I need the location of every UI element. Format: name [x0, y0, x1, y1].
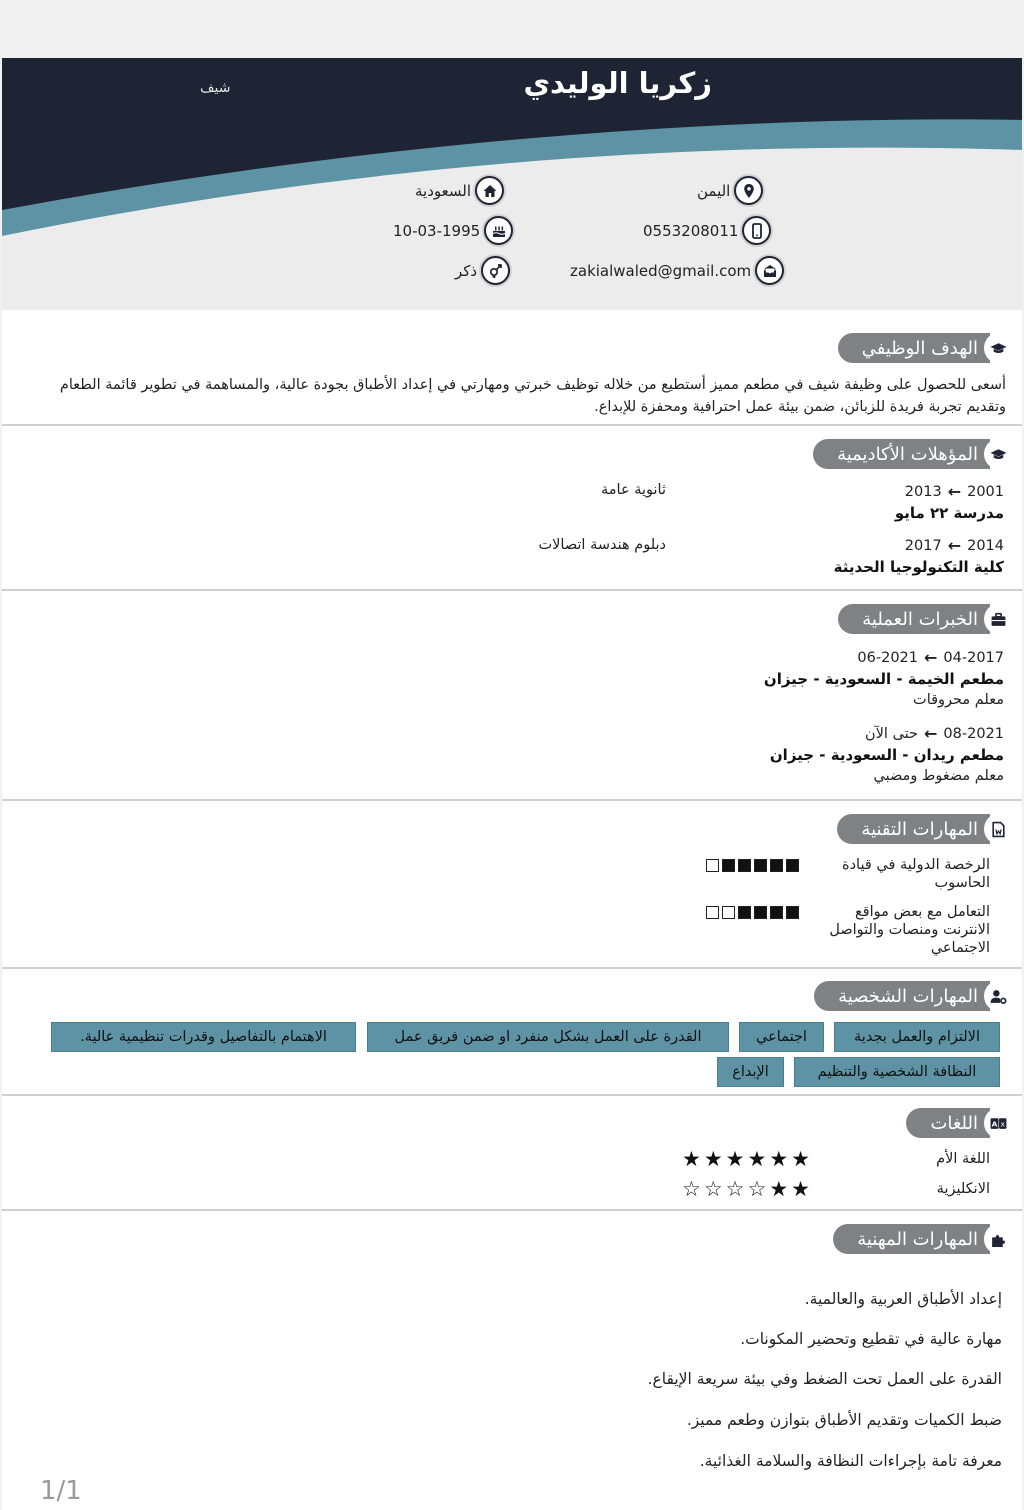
- cv-sheet: [2, 58, 1022, 1510]
- arrow-left-icon: ←: [924, 648, 938, 667]
- cv-header: [2, 58, 1022, 310]
- level-square-filled: [786, 859, 799, 872]
- level-square-filled: [722, 859, 735, 872]
- arrow-left-icon: ←: [947, 536, 962, 555]
- experience-2-employer: مطعم ريدان - السعودية - جيزان: [769, 746, 1004, 764]
- level-square-empty: [706, 906, 719, 919]
- education-2-institution: كلية التكنولوجيا الحديثة: [833, 558, 1004, 576]
- section-professional-skills-title: المهارات المهنية: [833, 1224, 990, 1254]
- section-experience-header: [838, 603, 1012, 635]
- document-icon: [984, 814, 1012, 844]
- section-education-title: المؤهلات الأكاديمية: [813, 439, 990, 469]
- section-education-header: [813, 438, 1012, 470]
- contact-birthdate: [393, 216, 513, 245]
- education-1-start: 2001: [967, 483, 1004, 500]
- section-divider: [2, 589, 1022, 591]
- section-personal-skills-header: [814, 980, 1012, 1012]
- graduation-cap-icon: [984, 333, 1012, 363]
- page-indicator: 1/1: [40, 1476, 82, 1506]
- arrow-left-icon: ←: [924, 724, 938, 743]
- contact-phone: [643, 216, 771, 245]
- professional-skill-item: القدرة على العمل تحت الضغط وفي بيئة سريعة الإيقاع.: [647, 1370, 1002, 1388]
- experience-1-end: 06-2021: [857, 649, 918, 666]
- star-empty-icon: ☆: [725, 1177, 745, 1201]
- personal-skill-chip: القدرة على العمل بشكل منفرد او ضمن فريق عمل: [367, 1022, 729, 1052]
- puzzle-icon: [984, 1224, 1012, 1254]
- star-empty-icon: ☆: [747, 1177, 767, 1201]
- section-divider: [2, 424, 1022, 426]
- professional-skill-item: ضبط الكميات وتقديم الأطباق بتوازن وطعم مميز.: [686, 1411, 1002, 1429]
- tech-skill-2-level: [706, 906, 799, 919]
- contact-residence: [415, 176, 504, 205]
- education-2-dates: [905, 536, 1004, 555]
- experience-1-dates: [857, 648, 1004, 667]
- star-filled-icon: ★: [725, 1147, 745, 1171]
- education-2-start: 2014: [967, 537, 1004, 554]
- experience-1-start: 04-2017: [943, 649, 1004, 666]
- professional-skill-item: مهارة عالية في تقطيع وتحضير المكونات.: [740, 1330, 1002, 1348]
- tech-skill-2-label-line: الاجتماعي: [930, 940, 990, 956]
- level-square-filled: [770, 906, 783, 919]
- education-2-end: 2017: [904, 537, 942, 554]
- section-tech-skills-header: [837, 813, 1012, 845]
- arrow-left-icon: ←: [947, 482, 962, 501]
- star-filled-icon: ★: [769, 1147, 789, 1171]
- phone-icon: [742, 216, 771, 245]
- section-languages-header: [906, 1107, 1012, 1139]
- star-filled-icon: ★: [682, 1147, 701, 1171]
- header-wave-background: [2, 58, 1022, 310]
- level-square-filled: [738, 906, 751, 919]
- tech-skill-2-label: [829, 903, 990, 957]
- personal-skill-chip: الاهتمام بالتفاصيل وقدرات تنظيمية عالية.: [51, 1022, 356, 1052]
- star-filled-icon: ★: [703, 1147, 723, 1171]
- language-2-name: الانكليزية: [936, 1181, 990, 1197]
- tech-skill-1-level: [706, 859, 799, 872]
- home-icon: [475, 176, 504, 205]
- experience-2-end: حتى الآن: [865, 725, 918, 742]
- location-pin-icon: [734, 176, 763, 205]
- contact-gender-value: ذكر: [455, 261, 478, 280]
- section-experience-title: الخبرات العملية: [838, 604, 990, 634]
- contact-birthdate-value: 10-03-1995: [393, 221, 481, 240]
- section-personal-skills-title: المهارات الشخصية: [814, 981, 990, 1011]
- section-objective-title: الهدف الوظيفي: [838, 333, 990, 363]
- education-1-dates: [905, 482, 1004, 501]
- education-1-institution: مدرسة ٢٢ مايو: [894, 504, 1004, 522]
- job-title: شيف: [200, 80, 231, 96]
- candidate-name: زكريا الوليدي: [523, 66, 712, 100]
- language-1-rating: [682, 1149, 810, 1170]
- user-gear-icon: [984, 981, 1012, 1011]
- education-1-end: 2013: [904, 483, 942, 500]
- experience-2-dates: [865, 724, 1004, 743]
- star-filled-icon: ★: [791, 1177, 810, 1201]
- contact-email: [570, 256, 784, 285]
- level-square-empty: [722, 906, 735, 919]
- tech-skill-1-label: [842, 856, 990, 892]
- level-square-empty: [706, 859, 719, 872]
- level-square-filled: [786, 906, 799, 919]
- objective-text: أسعى للحصول على وظيفة شيف في مطعم مميز أستطيع من خلاله توظيف خبرتي ومهارتي في إعداد الأطباق بجودة عالية، والمساهمة في تطوير قائمة الطعام وتقديم تجربة فريدة للزبائن، ضمن بيئة عمل احترافية ومحفزة للإبداع.: [59, 377, 1006, 415]
- section-divider: [2, 799, 1022, 801]
- language-1-name: اللغة الأم: [936, 1151, 990, 1167]
- contact-email-value: zakialwaled@gmail.com: [570, 261, 752, 280]
- education-2-degree: دبلوم هندسة اتصالات: [538, 537, 666, 553]
- contact-gender: [455, 256, 510, 285]
- section-languages-title: اللغات: [906, 1108, 990, 1138]
- experience-1-role: معلم محروقات: [913, 692, 1004, 708]
- tech-skill-1-label-line: الرخصة الدولية في قيادة: [841, 857, 990, 873]
- level-square-filled: [754, 906, 767, 919]
- star-filled-icon: ★: [769, 1177, 789, 1201]
- star-filled-icon: ★: [747, 1147, 767, 1171]
- star-filled-icon: ★: [791, 1147, 810, 1171]
- level-square-filled: [770, 859, 783, 872]
- tech-skill-2-label-line: الانترنت ومنصات والتواصل: [829, 922, 990, 938]
- personal-skill-chip: النظافة الشخصية والتنظيم: [794, 1057, 1000, 1087]
- section-objective-header: [838, 332, 1012, 364]
- gender-icon: [481, 256, 510, 285]
- level-square-filled: [738, 859, 751, 872]
- contact-residence-value: السعودية: [415, 181, 472, 200]
- contact-country-value: اليمن: [697, 181, 731, 200]
- svg-text:A: A: [991, 1119, 997, 1129]
- briefcase-icon: [984, 604, 1012, 634]
- personal-skill-chip: اجتماعي: [739, 1022, 824, 1052]
- contact-phone-value: 0553208011: [643, 221, 739, 240]
- tech-skill-2-label-line: التعامل مع بعض مواقع: [854, 904, 990, 920]
- svg-text:x: x: [1000, 1119, 1005, 1129]
- contact-country: [697, 176, 763, 205]
- section-divider: [2, 1094, 1022, 1096]
- experience-2-start: 08-2021: [943, 725, 1004, 742]
- personal-skill-chip: الإبداع: [717, 1057, 784, 1087]
- education-1-degree: ثانوية عامة: [600, 482, 666, 498]
- experience-2-role: معلم مضغوط ومضبي: [873, 768, 1004, 784]
- section-divider: [2, 1209, 1022, 1211]
- professional-skill-item: إعداد الأطباق العربية والعالمية.: [804, 1290, 1002, 1308]
- graduation-cap-icon: [984, 439, 1012, 469]
- language-2-rating: [682, 1179, 810, 1200]
- section-tech-skills-title: المهارات التقنية: [837, 814, 990, 844]
- section-divider: [2, 967, 1022, 969]
- tech-skill-1-label-line: الحاسوب: [934, 875, 990, 891]
- star-empty-icon: ☆: [703, 1177, 723, 1201]
- professional-skill-item: معرفة تامة بإجراءات النظافة والسلامة الغذائية.: [699, 1452, 1002, 1470]
- experience-1-employer: مطعم الخيمة - السعودية - جيزان: [763, 670, 1004, 688]
- star-empty-icon: ☆: [682, 1177, 701, 1201]
- section-professional-skills-header: [833, 1223, 1012, 1255]
- birthday-cake-icon: [484, 216, 513, 245]
- email-icon: [755, 256, 784, 285]
- personal-skill-chip: الالتزام والعمل بجدية: [834, 1022, 1000, 1052]
- level-square-filled: [754, 859, 767, 872]
- language-icon: [984, 1108, 1012, 1138]
